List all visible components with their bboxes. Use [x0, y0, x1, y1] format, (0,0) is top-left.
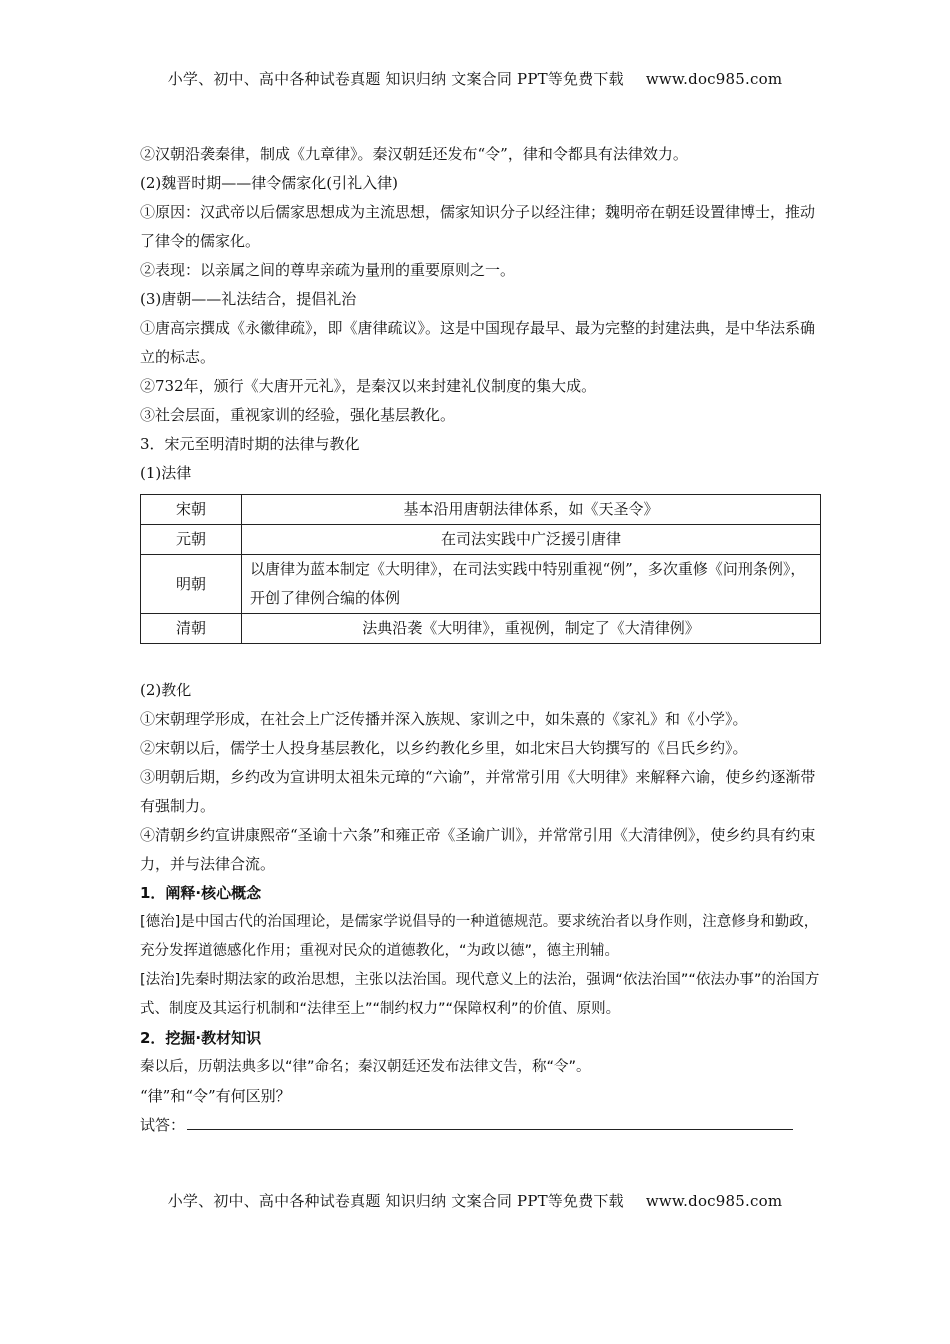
question-line: “律”和“令”有何区别？ [140, 1087, 291, 1105]
table-content-cell: 以唐律为蓝本制定《大明律》，在司法实践中特别重视“例”，多次重修《问刑条例》，开创了律例合编的体例 [242, 555, 821, 614]
document-body [140, 140, 820, 1140]
table-row [141, 555, 821, 614]
tang-society-line: ③社会层面，重视家训的经验，强化基层教化。 [140, 406, 456, 424]
tang-ritual-line: ②732年，颁行《大唐开元礼》，是秦汉以来封建礼仪制度的集大成。 [140, 377, 597, 395]
page-footer [0, 1190, 950, 1211]
han-law-line: ②汉朝沿袭秦律，制成《九章律》。秦汉朝廷还发布“令”，律和令都具有法律效力。 [140, 145, 688, 163]
tang-code-line: ①唐高宗撰成《永徽律疏》，即《唐律疏议》。这是中国现存最早、最为完整的封建法典，是中华法系确立的标志。 [140, 319, 816, 366]
law-subheading: (1)法律 [140, 464, 192, 482]
answer-row [140, 1111, 820, 1140]
table-dynasty-cell: 清朝 [141, 614, 242, 644]
table-row [141, 525, 821, 555]
table-dynasty-cell: 宋朝 [141, 495, 242, 525]
header-url[interactable]: www.doc985.com [645, 70, 783, 88]
edu-item-1: ①宋朝理学形成，在社会上广泛传播并深入族规、家训之中，如朱熹的《家礼》和《小学》。 [140, 710, 748, 728]
answer-label: 试答： [140, 1116, 186, 1134]
textbook-heading: 2．挖掘·教材知识 [140, 1029, 262, 1047]
table-row [141, 495, 821, 525]
header-text: 小学、初中、高中各种试卷真题 知识归纳 文案合同 PPT等免费下载 [167, 70, 624, 88]
law-table [140, 494, 821, 644]
tang-heading: (3)唐朝——礼法结合，提倡礼治 [140, 290, 357, 308]
table-dynasty-cell: 明朝 [141, 555, 242, 614]
answer-input-line[interactable] [187, 1111, 793, 1130]
edu-subheading: (2)教化 [140, 681, 192, 699]
edu-item-4: ④清朝乡约宣讲康熙帝“圣谕十六条”和雍正帝《圣谕广训》，并常常引用《大清律例》，使乡约具有约束力，并与法律合流。 [140, 826, 816, 873]
edu-item-3: ③明朝后期，乡约改为宣讲明太祖朱元璋的“六谕”，并常常引用《大明律》来解释六谕，使乡约逐渐带有强制力。 [140, 768, 816, 815]
table-content-cell: 在司法实践中广泛援引唐律 [242, 525, 821, 555]
footer-text: 小学、初中、高中各种试卷真题 知识归纳 文案合同 PPT等免费下载 [167, 1192, 624, 1210]
table-content-cell: 法典沿袭《大明律》，重视例，制定了《大清律例》 [242, 614, 821, 644]
section-3-heading: 3．宋元至明清时期的法律与教化 [140, 435, 360, 453]
edu-item-2: ②宋朝以后，儒学士人投身基层教化，以乡约教化乡里，如北宋吕大钧撰写的《吕氏乡约》。 [140, 739, 748, 757]
table-content-cell: 基本沿用唐朝法律体系，如《天圣令》 [242, 495, 821, 525]
concepts-heading: 1．阐释·核心概念 [140, 884, 262, 902]
table-dynasty-cell: 元朝 [141, 525, 242, 555]
weijin-manifestation: ②表现：以亲属之间的尊卑亲疏为量刑的重要原则之一。 [140, 261, 516, 279]
concept-dezhi: [德治]是中国古代的治国理论，是儒家学说倡导的一种道德规范。要求统治者以身作则，注意修身和勤政，充分发挥道德感化作用；重视对民众的道德教化，“为政以德”，德主刑辅。 [140, 914, 819, 959]
footer-url[interactable]: www.doc985.com [645, 1192, 783, 1210]
weijin-heading: (2)魏晋时期——律令儒家化(引礼入律) [140, 174, 398, 192]
table-row [141, 614, 821, 644]
page-header [0, 68, 950, 89]
weijin-reason: ①原因：汉武帝以后儒家思想成为主流思想，儒家知识分子以经注律；魏明帝在朝廷设置律博士，推动了律令的儒家化。 [140, 203, 816, 250]
concept-fazhi: [法治]先秦时期法家的政治思想，主张以法治国。现代意义上的法治，强调“依法治国”“依法办事”的治国方式、制度及其运行机制和“法律至上”“制约权力”“保障权利”的价值、原则。 [140, 972, 820, 1017]
textbook-line: 秦以后，历朝法典多以“律”命名；秦汉朝廷还发布法律文告，称“令”。 [140, 1059, 591, 1075]
